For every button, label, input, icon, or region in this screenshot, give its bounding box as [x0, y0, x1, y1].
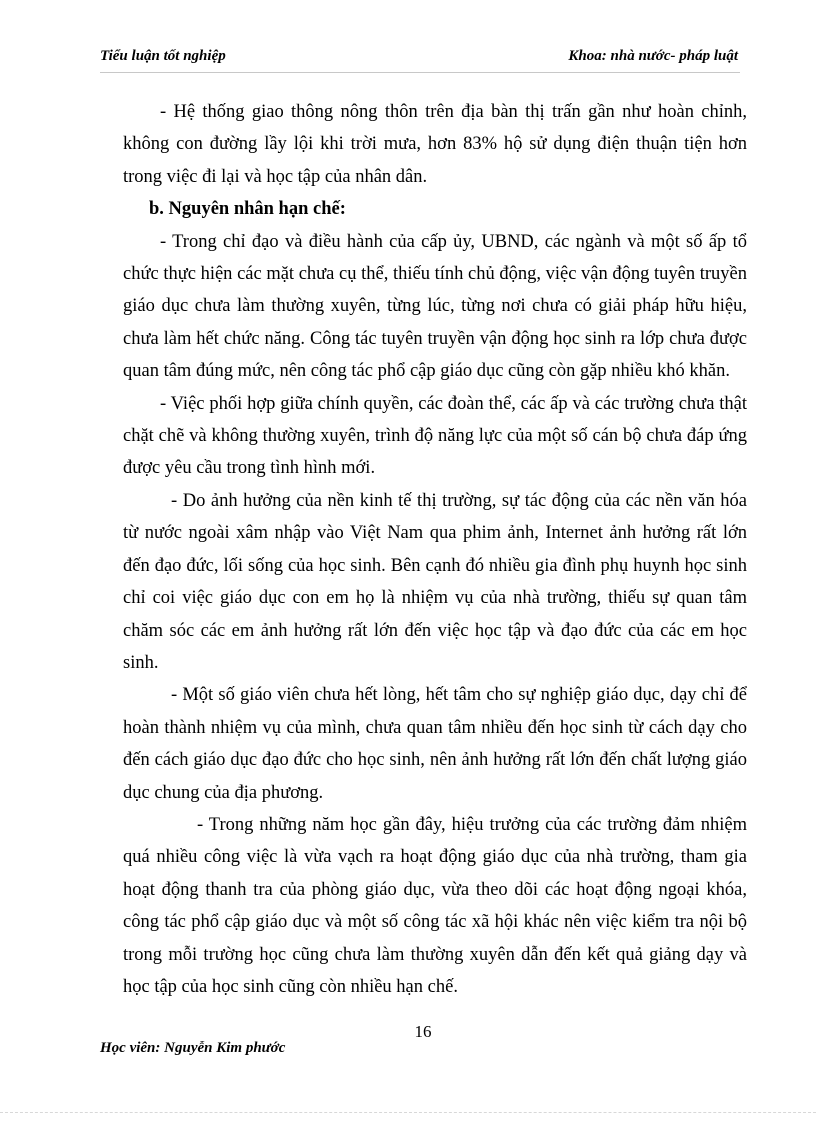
- section-heading: b. Nguyên nhân hạn chế:: [149, 199, 346, 220]
- header-department: Khoa: nhà nước- pháp luật: [568, 48, 738, 64]
- paragraph-leadership: - Trong chỉ đạo và điều hành của cấp ủy, UBND, các ngành và một số ấp tổ chức thực hiện các mặt chưa cụ thể, thiếu tính chủ động, việc vận động tuyên truyền giáo dục chưa làm thường xuyên, từng lúc, từng nơi chưa có giải pháp hữu hiệu, chưa làm hết chức năng. Công tác tuyên truyền vận động học sinh ra lớp chưa được quan tâm đúng mức, nên công tác phổ cập giáo dục cũng còn gặp nhiều khó khăn.: [123, 231, 747, 382]
- header-divider: [100, 72, 740, 73]
- paragraph-transport: - Hệ thống giao thông nông thôn trên địa bàn thị trấn gần như hoàn chỉnh, không con đường lầy lội khi trời mưa, hơn 83% hộ sử dụng điện thuận tiện hơn trong việc đi lại và học tập của nhân dân.: [123, 102, 747, 187]
- paragraph-market-influence: - Do ảnh hưởng của nền kinh tế thị trường, sự tác động của các nền văn hóa từ nước ngoài xâm nhập vào Việt Nam qua phim ảnh, Internet ảnh hưởng rất lớn đến đạo đức, lối sống của học sinh. Bên cạnh đó nhiều gia đình phụ huynh học sinh chỉ coi việc giáo dục con em họ là nhiệm vụ của nhà trường, thiếu sự quan tâm chăm sóc các em ảnh hưởng rất lớn đến việc học tập và đạo đức của các em học sinh.: [123, 490, 747, 673]
- paragraph-principals: - Trong những năm học gần đây, hiệu trưởng của các trường đảm nhiệm quá nhiều công việc là vừa vạch ra hoạt động giáo dục của nhà trường, tham gia hoạt động thanh tra của phòng giáo dục, vừa theo dõi các hoạt động ngoại khóa, công tác phổ cập giáo dục và một số công tác xã hội khác nên việc kiểm tra nội bộ trong mỗi trường học cũng chưa làm thường xuyên dẫn đến kết quả giảng dạy và học tập của học sinh cũng còn nhiều hạn chế.: [123, 814, 747, 997]
- footer-author: Học viên: Nguyễn Kim phước: [100, 1040, 286, 1056]
- paragraph-teachers: - Một số giáo viên chưa hết lòng, hết tâm cho sự nghiệp giáo dục, dạy chỉ để hoàn thành nhiệm vụ của mình, chưa quan tâm nhiều đến học sinh từ cách dạy cho đến cách giáo dục đạo đức cho học sinh, nên ảnh hưởng rất lớn đến chất lượng giáo dục chung của địa phương.: [123, 685, 747, 803]
- header-title: Tiểu luận tốt nghiệp: [100, 48, 226, 64]
- page-number: 16: [414, 1022, 432, 1041]
- paragraph-coordination: - Việc phối hợp giữa chính quyền, các đoàn thể, các ấp và các trường chưa thật chặt chẽ và không thường xuyên, trình độ năng lực của một số cán bộ chưa đáp ứng được yêu cầu trong tình hình mới.: [123, 393, 747, 479]
- page-bottom-divider: [0, 1112, 816, 1113]
- document-body: [123, 96, 747, 1003]
